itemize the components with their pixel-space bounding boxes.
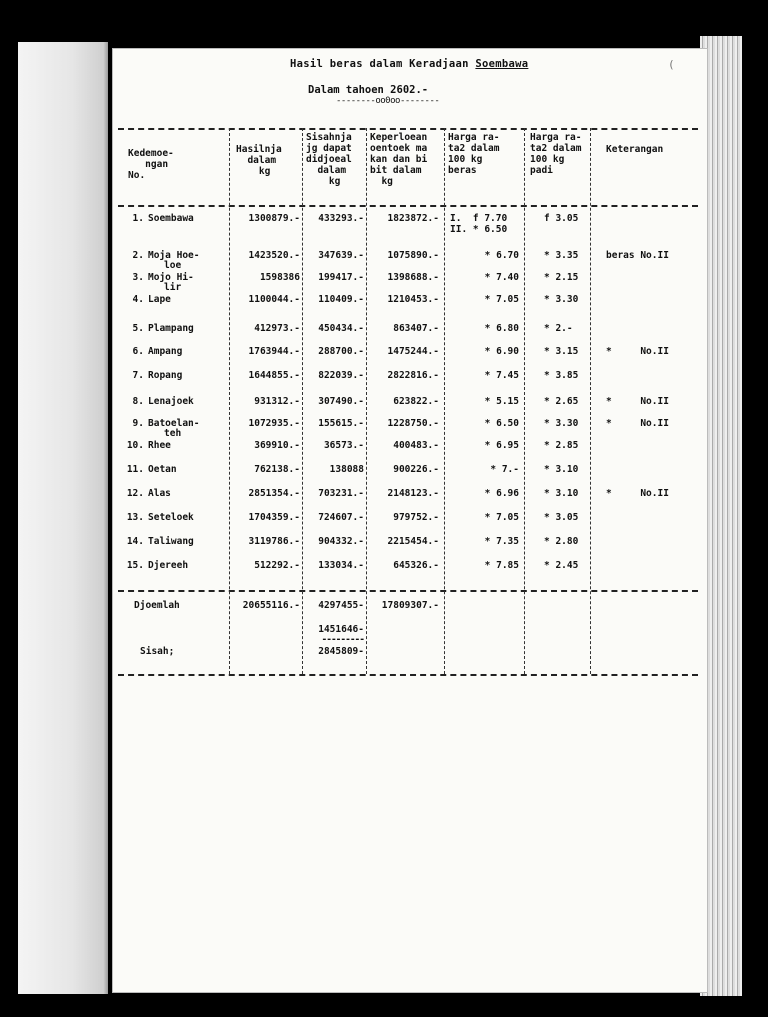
row-keperloean: 623822.-	[393, 396, 439, 407]
row-hasil: 1644855.-	[248, 370, 300, 381]
row-hasil: 1704359.-	[248, 512, 300, 523]
row-hasil: 1072935.-	[248, 418, 300, 429]
row-name: Batoelan-	[148, 418, 200, 429]
row-name: Moja Hoe-	[148, 250, 200, 261]
row-harga-beras: * 7.45	[484, 370, 519, 381]
row-hasil: 1763944.-	[248, 346, 300, 357]
row-keterangan: * No.II	[606, 396, 669, 407]
header-bottom-rule	[118, 205, 698, 207]
row-sisah: 703231.-	[318, 488, 364, 499]
subtitle-rule: --------oo0oo--------	[336, 96, 440, 106]
row-harga-padi: * 3.85	[544, 370, 579, 381]
row-sisah: 133034.-	[318, 560, 364, 571]
row-harga-padi: * 3.30	[544, 294, 579, 305]
row-keperloean: 1210453.-	[387, 294, 439, 305]
row-sisah: 904332.-	[318, 536, 364, 547]
row-keperloean: 1398688.-	[387, 272, 439, 283]
row-number: 8.	[132, 396, 144, 407]
row-harga-padi: * 2.45	[544, 560, 579, 571]
row-hasil: 762138.-	[254, 464, 300, 475]
row-keperloean: 1823872.-	[387, 213, 439, 224]
row-keperloean: 645326.-	[393, 560, 439, 571]
row-sisah: 110409.-	[318, 294, 364, 305]
header-hasil: Hasilnja dalam kg	[236, 144, 282, 177]
row-name: Ropang	[148, 370, 183, 381]
row-harga-beras: * 6.96	[484, 488, 519, 499]
row-keperloean: 1228750.-	[387, 418, 439, 429]
row-keperloean: 863407.-	[393, 323, 439, 334]
scanner-background-edge	[18, 42, 108, 994]
header-keperloean: Keperloean oentoek ma kan dan bi bit dalam kg	[370, 132, 428, 187]
col-divider-5	[524, 128, 525, 674]
header-sisah: Sisahnja jg dapat didjoeal dalam kg	[306, 132, 352, 187]
row-keterangan: * No.II	[606, 418, 669, 429]
row-name: Mojo Hi-	[148, 272, 194, 283]
row-number: 15.	[126, 560, 144, 571]
row-sisah: 822039.-	[318, 370, 364, 381]
row-number: 5.	[132, 323, 144, 334]
row-number: 13.	[126, 512, 144, 523]
row-harga-padi: * 3.35	[544, 250, 579, 261]
row-keperloean: 900226.-	[393, 464, 439, 475]
row-sisah: 288700.-	[318, 346, 364, 357]
row-keperloean: 1475244.-	[387, 346, 439, 357]
row-sisah: 347639.-	[318, 250, 364, 261]
row-name: Lenajoek	[148, 396, 194, 407]
row-keperloean: 2215454.-	[387, 536, 439, 547]
row-hasil: 1423520.-	[248, 250, 300, 261]
title-prefix: Hasil beras dalam Keradjaan	[290, 58, 476, 70]
row-number: 6.	[132, 346, 144, 357]
row-harga-beras: * 7.85	[484, 560, 519, 571]
row-sisah: 199417.-	[318, 272, 364, 283]
row-harga-beras: * 6.80	[484, 323, 519, 334]
row-harga-padi: * 3.05	[544, 512, 579, 523]
corner-mark: (	[668, 58, 675, 71]
row-harga-padi: * 2.85	[544, 440, 579, 451]
row-keperloean: 2148123.-	[387, 488, 439, 499]
row-sisah: 724607.-	[318, 512, 364, 523]
row-number: 4.	[132, 294, 144, 305]
header-harga-padi: Harga ra- ta2 dalam 100 kg padi	[530, 132, 582, 176]
header-keterangan: Keterangan	[606, 144, 664, 155]
row-sisah: 155615.-	[318, 418, 364, 429]
table-top-rule	[118, 128, 698, 130]
row-name: Ampang	[148, 346, 183, 357]
row-number: 14.	[126, 536, 144, 547]
row-name: Seteloek	[148, 512, 194, 523]
row-name-continued: loe	[164, 260, 182, 271]
row-number: 1.	[132, 213, 144, 224]
row-keperloean: 1075890.-	[387, 250, 439, 261]
row-sisah: 450434.-	[318, 323, 364, 334]
row-name: Plampang	[148, 323, 194, 334]
row-harga-padi: * 2.15	[544, 272, 579, 283]
row-harga-beras: * 7.40	[484, 272, 519, 283]
row-number: 3.	[132, 272, 144, 283]
row-keterangan: * No.II	[606, 346, 669, 357]
row-number: 12.	[126, 488, 144, 499]
row-sisah: 433293.-	[318, 213, 364, 224]
row-name: Soembawa	[148, 213, 194, 224]
header-kedemoengan: Kedemoe- ngan No.	[128, 148, 174, 181]
row-harga-beras: * 5.15	[484, 396, 519, 407]
row-harga-beras: * 7.-	[490, 464, 519, 475]
totals-sisah: 4297455-	[318, 600, 364, 611]
title-place: Soembawa	[475, 58, 529, 70]
sisah-label: Sisah;	[140, 646, 175, 657]
row-hasil: 412973.-	[254, 323, 300, 334]
row-hasil: 512292.-	[254, 560, 300, 571]
row-name-continued: teh	[164, 428, 182, 439]
row-name-continued: lir	[164, 282, 182, 293]
totals-minus: 1451646-	[318, 624, 364, 635]
row-sisah: 307490.-	[318, 396, 364, 407]
totals-keperloean: 17809307.-	[381, 600, 439, 611]
totals-hasil: 20655116.-	[242, 600, 300, 611]
row-harga-beras: * 6.70	[484, 250, 519, 261]
row-keperloean: 979752.-	[393, 512, 439, 523]
sisah-value: 2845809-	[318, 646, 364, 657]
row-harga-padi: * 3.10	[544, 488, 579, 499]
col-divider-6	[590, 128, 591, 674]
row-hasil: 1598386	[259, 272, 300, 283]
row-harga-beras: * 7.05	[484, 294, 519, 305]
row-number: 7.	[132, 370, 144, 381]
row-keperloean: 400483.-	[393, 440, 439, 451]
row-harga-beras: * 6.50	[484, 418, 519, 429]
row-number: 2.	[132, 250, 144, 261]
row-harga-padi: * 3.15	[544, 346, 579, 357]
row-name: Rhee	[148, 440, 171, 451]
header-harga-beras: Harga ra- ta2 dalam 100 kg beras	[448, 132, 500, 176]
row-harga-padi: * 3.10	[544, 464, 579, 475]
row-harga-padi: * 3.30	[544, 418, 579, 429]
row-hasil: 369910.-	[254, 440, 300, 451]
row-harga-beras: * 7.05	[484, 512, 519, 523]
document-subtitle: Dalam tahoen 2602.-	[308, 84, 429, 96]
totals-top-rule	[118, 590, 698, 592]
totals-label: Djoemlah	[134, 600, 180, 611]
totals-rule: ---------	[321, 634, 364, 645]
row-number: 9.	[132, 418, 144, 429]
row-hasil: 931312.-	[254, 396, 300, 407]
row-harga-padi: * 2.65	[544, 396, 579, 407]
row-harga-beras-2: II. * 6.50	[450, 224, 508, 235]
row-name: Djereeh	[148, 560, 189, 571]
row-harga-padi: * 2.80	[544, 536, 579, 547]
row-hasil: 1300879.-	[248, 213, 300, 224]
row-harga-beras: * 6.95	[484, 440, 519, 451]
row-keperloean: 2822816.-	[387, 370, 439, 381]
row-hasil: 2851354.-	[248, 488, 300, 499]
row-harga-beras: * 6.90	[484, 346, 519, 357]
row-harga-beras: I. f 7.70	[450, 213, 508, 224]
row-number: 10.	[126, 440, 144, 451]
row-harga-padi: * 2.-	[544, 323, 573, 334]
table-bottom-rule	[118, 674, 698, 676]
row-name: Alas	[148, 488, 171, 499]
row-keterangan: * No.II	[606, 488, 669, 499]
row-sisah: 36573.-	[323, 440, 364, 451]
row-sisah: 138088	[329, 464, 364, 475]
row-hasil: 3119786.-	[248, 536, 300, 547]
row-name: Oetan	[148, 464, 177, 475]
row-name: Taliwang	[148, 536, 194, 547]
row-harga-padi: f 3.05	[544, 213, 579, 224]
document-title	[290, 58, 528, 70]
row-number: 11.	[126, 464, 144, 475]
row-name: Lape	[148, 294, 171, 305]
row-keterangan: beras No.II	[606, 250, 669, 261]
row-harga-beras: * 7.35	[484, 536, 519, 547]
row-hasil: 1100044.-	[248, 294, 300, 305]
